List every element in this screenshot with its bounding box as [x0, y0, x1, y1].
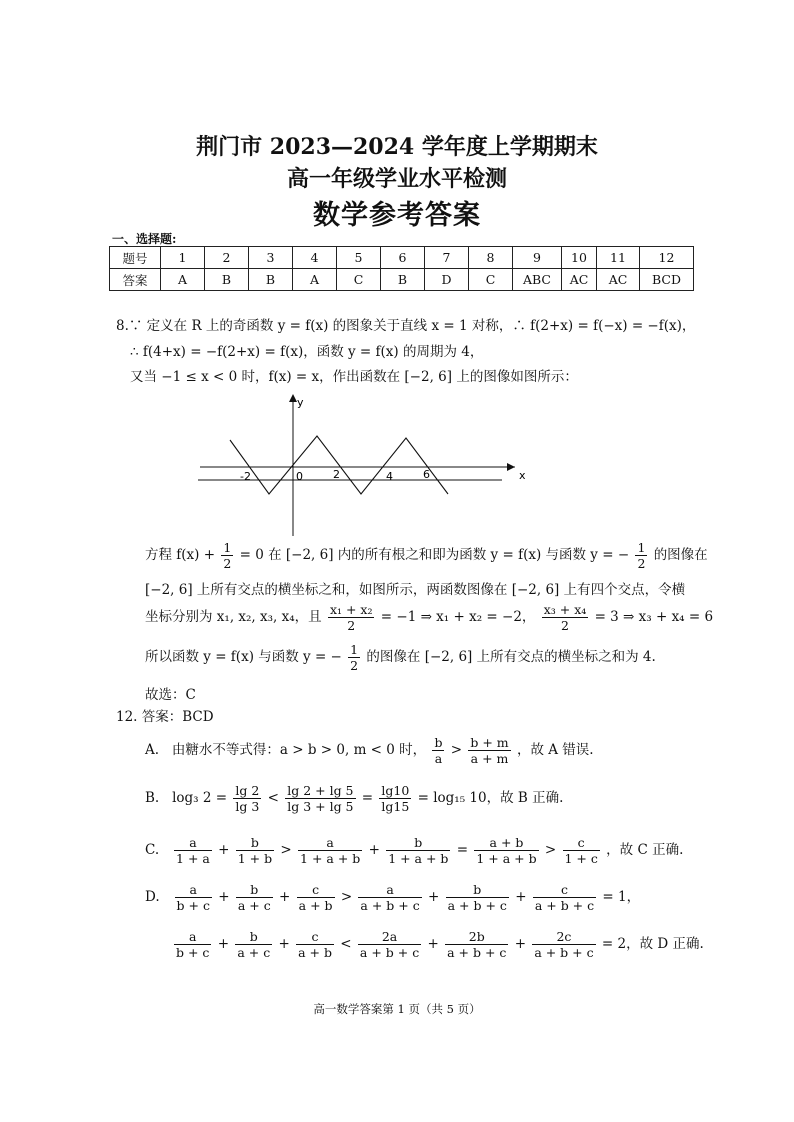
fraction [348, 642, 360, 673]
denominator: a + c [237, 898, 271, 913]
table-cell: 11 [597, 247, 640, 269]
fraction [174, 835, 212, 866]
fraction [236, 882, 273, 913]
fraction [235, 929, 272, 960]
fraction [174, 929, 211, 960]
fraction [635, 540, 647, 571]
q8-line-3: 又当 −1 ≤ x < 0 时，f(x) = x，作出函数在 [−2, 6] 上的图像如图所示： [130, 369, 578, 385]
operator: + [515, 889, 527, 905]
fraction [563, 835, 600, 866]
table-cell: BCD [640, 269, 694, 291]
text-segment: ，故 A 错误. [516, 742, 594, 758]
text-segment: 的图像在 [653, 547, 708, 563]
numerator: a [298, 835, 362, 851]
table-cell: 答案 [110, 269, 161, 291]
denominator: 1 + c [564, 851, 598, 866]
operator: = [361, 790, 374, 806]
table-cell: B [205, 269, 249, 291]
denominator: a + b + c [360, 898, 420, 913]
operator: + [427, 936, 439, 952]
operator: + [217, 936, 230, 952]
table-row-numbers [110, 247, 694, 269]
page-footer: 高一数学答案第 1 页（共 5 页） [313, 1002, 481, 1016]
text-segment: 的图像在 [−2, 6] 上所有交点的横坐标之和为 4. [366, 649, 656, 665]
numerator: 2b [445, 929, 508, 945]
text-segment: = 2，故 D 正确. [601, 936, 704, 952]
text-segment: 坐标分别为 x₁, x₂, x₃, x₄，且 [145, 609, 322, 625]
table-cell: 3 [249, 247, 293, 269]
denominator: a + b + c [447, 945, 507, 960]
numerator: b + m [470, 735, 509, 750]
numerator: b [236, 835, 274, 851]
q12-option-c [145, 835, 683, 866]
table-cell: 题号 [110, 247, 161, 269]
fraction [446, 882, 509, 913]
tick-label: 6 [423, 468, 430, 481]
text-segment: = 0 在 [−2, 6] 内的所有根之和即为函数 y = f(x) 与函数 y = − [239, 547, 630, 563]
text-segment: ，故 C 正确. [606, 842, 684, 858]
text-segment: log₃ 2 = [172, 790, 228, 806]
table-cell: AC [562, 269, 597, 291]
denominator: b + c [176, 898, 210, 913]
tick-label: -2 [240, 470, 251, 483]
table-cell: A [161, 269, 205, 291]
numerator: b [434, 735, 443, 750]
table-cell: 9 [513, 247, 562, 269]
text-segment: = 1， [602, 889, 641, 905]
numerator: x₃ + x₄ [543, 602, 587, 617]
numerator: b [236, 882, 273, 898]
table-cell: 5 [337, 247, 381, 269]
fraction [533, 882, 596, 913]
table-cell: C [469, 269, 513, 291]
q8-para-1 [145, 540, 708, 571]
option-label: C. [145, 842, 160, 858]
operator: < [340, 936, 352, 952]
fraction [285, 783, 355, 814]
denominator: 2 [637, 556, 646, 571]
text-segment: 方程 f(x) + [145, 547, 216, 563]
denominator: a + b + c [447, 898, 507, 913]
fraction [468, 735, 510, 766]
numerator: a [174, 929, 211, 945]
numerator: 2a [358, 929, 421, 945]
table-cell: C [337, 269, 381, 291]
fraction [542, 602, 589, 633]
y-axis-label: y [297, 396, 304, 409]
operator: > [340, 889, 353, 905]
fraction [175, 882, 212, 913]
text-segment: 由糖水不等式得：a > b > 0, m < 0 时， [171, 742, 427, 758]
denominator: 1 + a + b [388, 851, 449, 866]
denominator: lg15 [381, 799, 410, 814]
denominator: a + m [470, 751, 509, 766]
table-cell: 8 [469, 247, 513, 269]
q12-option-b [145, 783, 563, 814]
operator: > [280, 842, 292, 858]
numerator: b [446, 882, 509, 898]
numerator: c [563, 835, 600, 851]
denominator: a + b [298, 898, 333, 913]
fraction [474, 835, 538, 866]
section-choice-heading: 一、选择题: [112, 232, 177, 246]
operator: + [278, 936, 290, 952]
table-cell: B [249, 269, 293, 291]
tick-label: 0 [296, 470, 303, 483]
operator: + [279, 889, 291, 905]
numerator: b [235, 929, 272, 945]
operator: + [368, 842, 380, 858]
numerator: 1 [637, 540, 646, 555]
q12-option-d-line-2 [172, 929, 704, 960]
numerator: 1 [350, 642, 359, 657]
numerator: a [358, 882, 421, 898]
title-line-1: 荆门市 2023—2024 学年度上学期期末 [196, 134, 598, 160]
operator: + [218, 842, 230, 858]
table-cell: ABC [513, 269, 562, 291]
numerator: c [296, 929, 334, 945]
denominator: b + c [176, 945, 210, 960]
fraction [379, 783, 411, 814]
answer-table [109, 246, 694, 291]
q8-para-3 [145, 602, 713, 633]
fraction [221, 540, 233, 571]
numerator: lg10 [381, 783, 410, 798]
fraction [296, 929, 334, 960]
fraction [233, 783, 261, 814]
denominator: 2 [561, 618, 569, 633]
fraction [386, 835, 450, 866]
q8-para-2: [−2, 6] 上所有交点的横坐标之和，如图所示，两函数图像在 [−2, 6] 上有四个交点，令横 [145, 582, 686, 598]
denominator: lg 3 [235, 799, 260, 814]
numerator: 2c [532, 929, 595, 945]
denominator: 2 [223, 556, 232, 571]
table-cell: 10 [562, 247, 597, 269]
table-cell: D [425, 269, 469, 291]
q12-heading: 12. 答案：BCD [116, 709, 214, 725]
numerator: c [533, 882, 596, 898]
q8-para-4 [145, 642, 656, 673]
operator: + [428, 889, 440, 905]
option-label: D. [145, 889, 160, 905]
operator: + [218, 889, 230, 905]
numerator: a + b [474, 835, 538, 851]
periodic-function-curve [230, 436, 448, 494]
denominator: 2 [347, 618, 356, 633]
denominator: a + b [298, 945, 332, 960]
table-cell: 4 [293, 247, 337, 269]
numerator: c [297, 882, 335, 898]
fraction [298, 835, 362, 866]
fraction [236, 835, 274, 866]
denominator: a + b + c [359, 945, 420, 960]
table-cell: A [293, 269, 337, 291]
text-segment: = −1 ⇒ x₁ + x₂ = −2， [380, 609, 536, 625]
operator: > [544, 842, 557, 858]
q12-option-d-line-1 [145, 882, 640, 913]
numerator: b [386, 835, 450, 851]
text-segment: 所以函数 y = f(x) 与函数 y = − [145, 649, 342, 665]
text-segment: = 3 ⇒ x₃ + x₄ = 6 [594, 609, 714, 625]
title-line-2: 高一年级学业水平检测 [286, 166, 507, 192]
title-line-3: 数学参考答案 [313, 200, 481, 231]
fraction [432, 735, 444, 766]
numerator: 1 [223, 540, 232, 555]
numerator: a [175, 882, 212, 898]
option-label: A. [145, 742, 160, 758]
table-cell: AC [597, 269, 640, 291]
fraction [358, 929, 421, 960]
fraction [445, 929, 508, 960]
operator: < [267, 790, 279, 806]
option-label: B. [145, 790, 160, 806]
fraction [532, 929, 595, 960]
q8-conclusion: 故选：C [145, 687, 196, 703]
denominator: 1 + b [237, 851, 273, 866]
denominator: 1 + a + b [476, 851, 537, 866]
q8-line-1: 8.∵ 定义在 R 上的奇函数 y = f(x) 的图象关于直线 x = 1 对称，∴ f(2+x) = f(−x) = −f(x)， [116, 318, 696, 334]
tick-label: 4 [386, 470, 393, 483]
table-cell: 2 [205, 247, 249, 269]
table-cell: 12 [640, 247, 694, 269]
numerator: x₁ + x₂ [329, 602, 373, 617]
numerator: a [174, 835, 212, 851]
fraction [328, 602, 375, 633]
denominator: 1 + a + b [300, 851, 361, 866]
fraction [358, 882, 421, 913]
operator: + [514, 936, 527, 952]
function-graph [190, 390, 530, 540]
denominator: a + b + c [534, 945, 594, 960]
x-axis-label: x [519, 469, 526, 482]
x-axis-arrow [507, 463, 515, 471]
numerator: lg 2 [235, 783, 260, 798]
operator: = [456, 842, 469, 858]
table-cell: 6 [381, 247, 425, 269]
denominator: 2 [350, 658, 359, 673]
table-cell: 7 [425, 247, 469, 269]
q12-option-a [145, 735, 594, 766]
table-cell: 1 [161, 247, 205, 269]
fraction [297, 882, 335, 913]
numerator: lg 2 + lg 5 [287, 783, 354, 798]
denominator: a + b + c [534, 898, 595, 913]
operator: > [450, 742, 463, 758]
text-segment: = log₁₅ 10，故 B 正确. [417, 790, 564, 806]
denominator: a + c [237, 945, 271, 960]
table-row-answers [110, 269, 694, 291]
denominator: lg 3 + lg 5 [287, 799, 354, 814]
table-cell: B [381, 269, 425, 291]
denominator: a [434, 751, 443, 766]
q8-line-2: ∴ f(4+x) = −f(2+x) = f(x)，函数 y = f(x) 的周期为 4， [130, 344, 484, 360]
y-axis-arrow [289, 394, 297, 402]
tick-label: 2 [333, 468, 340, 481]
denominator: 1 + a [176, 851, 210, 866]
